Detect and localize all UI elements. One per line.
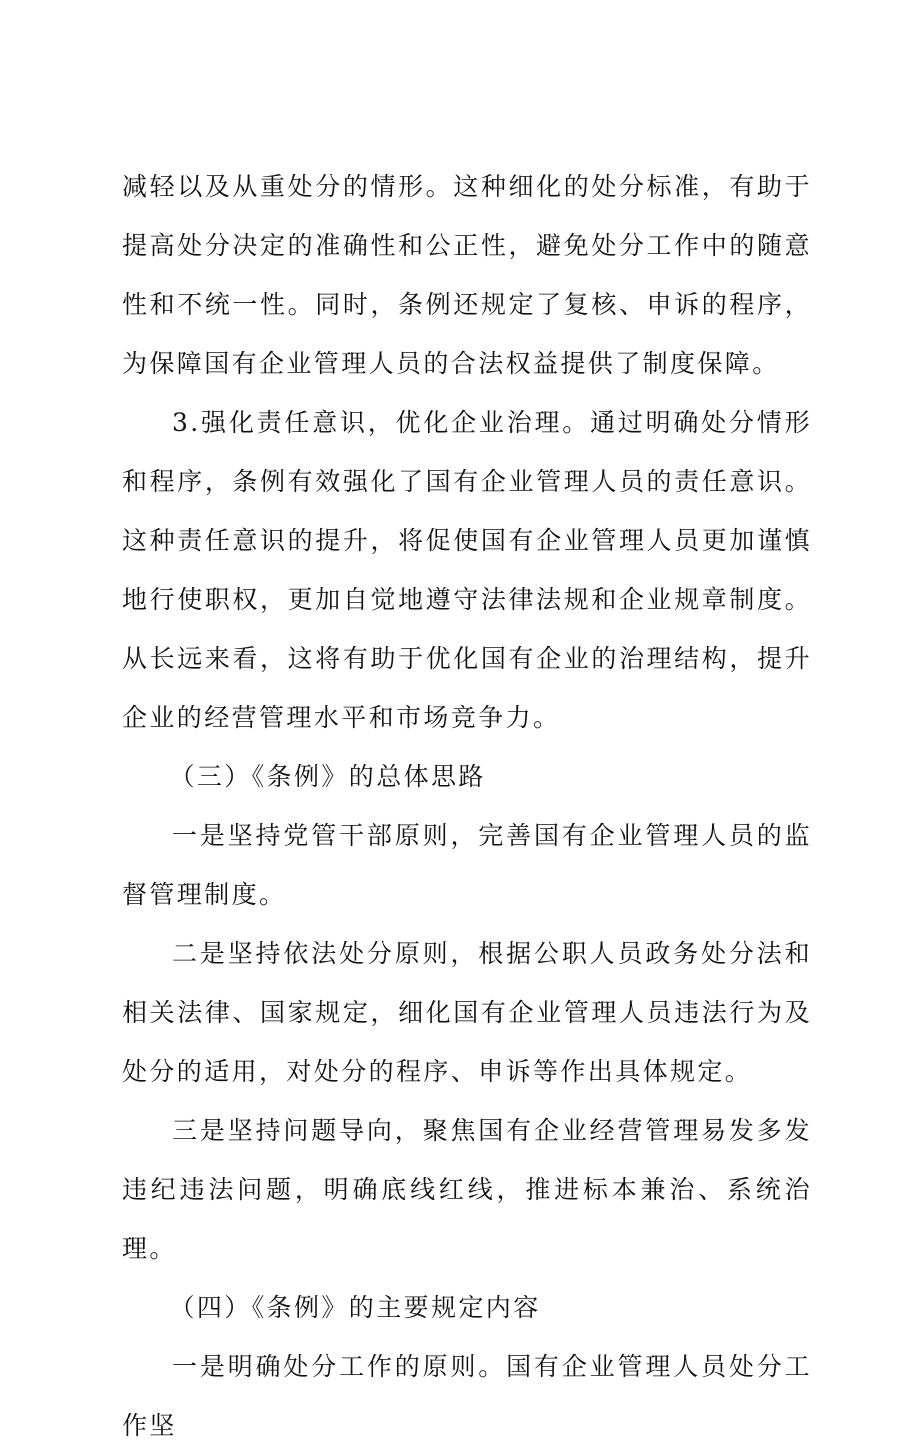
paragraph-disciplinary-standards: 减轻以及从重处分的情形。这种细化的处分标准，有助于提高处分决定的准确性和公正性，避免处分工作中的随意性和不统一性。同时，条例还规定了复核、申诉的程序，为保障国有企业管理人员的合法权益提供了制度保障。: [122, 172, 812, 378]
section-heading-overall-approach: （三）《条例》的总体思路: [169, 762, 486, 791]
paragraph-principle-lawful-discipline: 二是坚持依法处分原则，根据公职人员政务处分法和相关法律、国家规定，细化国有企业管理人员违法行为及处分的适用，对处分的程序、申诉等作出具体规定。: [122, 939, 812, 1086]
document-body: [122, 157, 812, 1455]
section-heading-main-provisions: （四）《条例》的主要规定内容: [169, 1293, 541, 1322]
paragraph-principle-party-management: 一是坚持党管干部原则，完善国有企业管理人员的监督管理制度。: [122, 821, 812, 909]
paragraph-responsibility-awareness: 3.强化责任意识，优化企业治理。通过明确处分情形和程序，条例有效强化了国有企业管理人员的责任意识。这种责任意识的提升，将促使国有企业管理人员更加谨慎地行使职权，更加自觉地遵守法律法规和企业规章制度。从长远来看，这将有助于优化国有企业的治理结构，提升企业的经营管理水平和市场竞争力。: [122, 408, 812, 732]
paragraph-principle-problem-oriented: 三是坚持问题导向，聚焦国有企业经营管理易发多发违纪违法问题，明确底线红线，推进标本兼治、系统治理。: [122, 1116, 812, 1263]
paragraph-disciplinary-principles: 一是明确处分工作的原则。国有企业管理人员处分工作坚: [122, 1352, 812, 1440]
